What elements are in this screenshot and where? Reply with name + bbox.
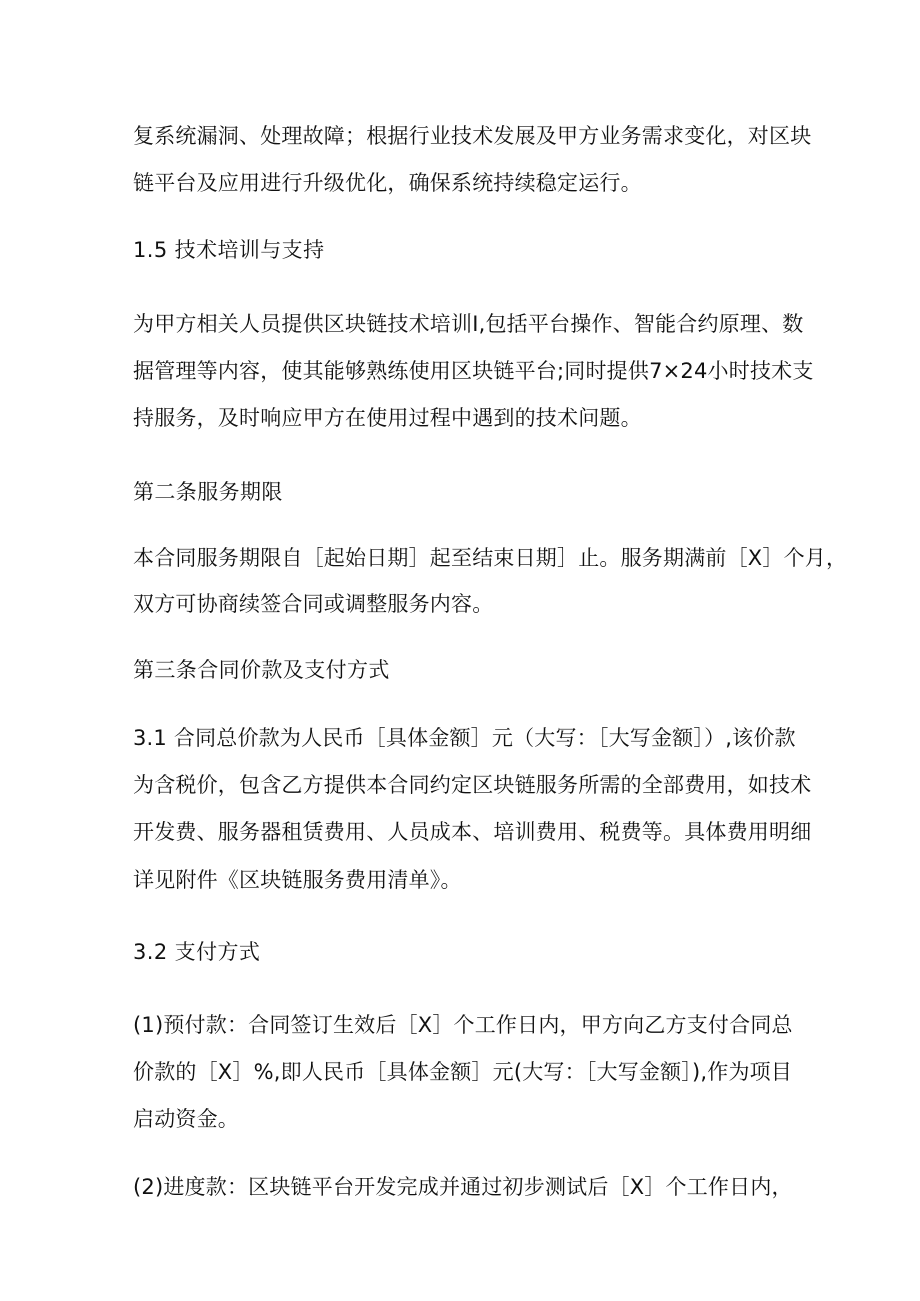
- paragraph-line: 详见附件《区块链服务费用清单》。: [133, 868, 462, 892]
- paragraph-line: (1)预付款：合同签订生效后［X］个工作日内，甲方向乙方支付合同总: [133, 1013, 793, 1037]
- paragraph-line: (2)进度款：区块链平台开发完成并通过初步测试后［X］个工作日内，: [133, 1175, 793, 1199]
- paragraph-line: 据管理等内容，使其能够熟练使用区块链平台;同时提供7×24小时技术支: [133, 359, 814, 383]
- section-heading: 1.5 技术培训与支持: [133, 238, 325, 262]
- paragraph-line: 复系统漏洞、处理故障；根据行业技术发展及甲方业务需求变化，对区块: [133, 124, 812, 148]
- paragraph-line: 为含税价，包含乙方提供本合同约定区块链服务所需的全部费用，如技术: [133, 773, 812, 797]
- paragraph-line: 本合同服务期限自［起始日期］起至结束日期］止。服务期满前［X］个月，: [133, 546, 848, 570]
- paragraph-line: 链平台及应用进行升级优化，确保系统持续稳定运行。: [133, 171, 642, 195]
- section-heading: 3.2 支付方式: [133, 940, 261, 964]
- paragraph-line: 持服务，及时响应甲方在使用过程中遇到的技术问题。: [133, 406, 642, 430]
- article-heading: 第二条服务期限: [133, 480, 283, 504]
- paragraph-line: 开发费、服务器租赁费用、人员成本、培训费用、税费等。具体费用明细: [133, 820, 812, 844]
- paragraph-line: 价款的［X］%,即人民币［具体金额］元(大写：［大写金额］),作为项目: [133, 1060, 793, 1084]
- article-heading: 第三条合同价款及支付方式: [133, 658, 390, 682]
- paragraph-line: 3.1 合同总价款为人民币［具体金额］元（大写：［大写金额］）,该价款: [133, 726, 796, 750]
- paragraph-line: 启动资金。: [133, 1107, 239, 1131]
- paragraph-line: 双方可协商续签合同或调整服务内容。: [133, 592, 494, 616]
- paragraph-line: 为甲方相关人员提供区块链技术培训I,包括平台操作、智能合约原理、数: [133, 312, 804, 336]
